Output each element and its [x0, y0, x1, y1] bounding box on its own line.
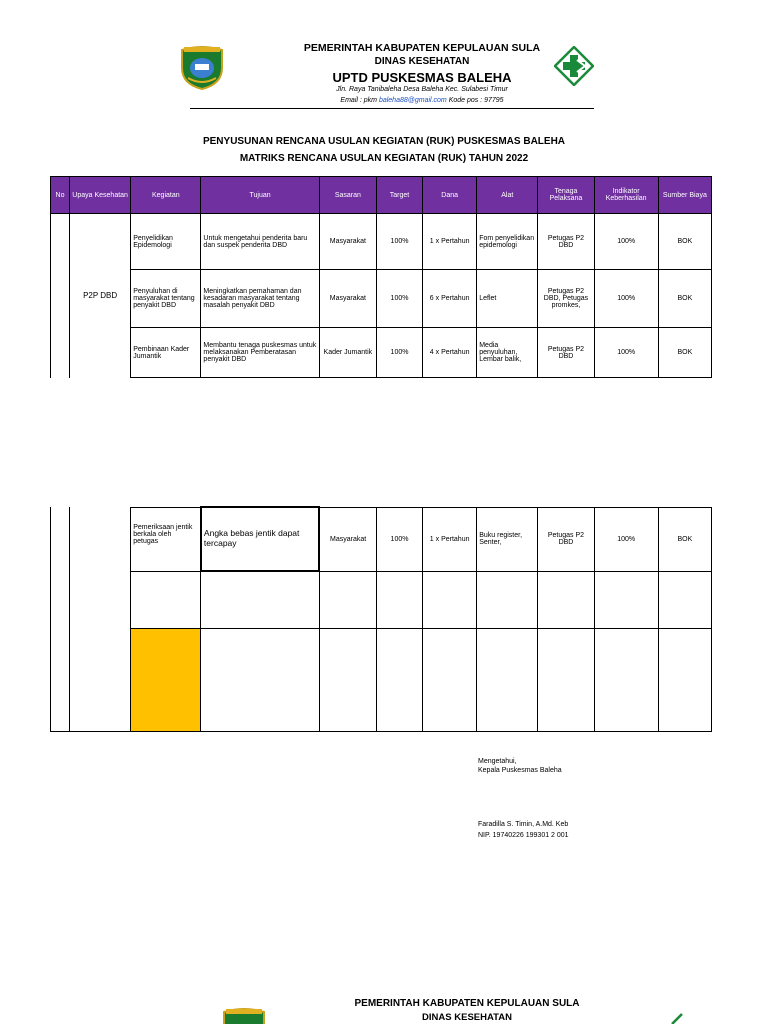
header-no: No — [51, 177, 70, 214]
table-row — [51, 507, 712, 571]
target-cell: 100% — [376, 328, 422, 378]
dana-cell: 1 x Pertahun — [423, 214, 477, 270]
sumber-cell: BOK — [658, 507, 711, 571]
tujuan-cell: Angka bebas jentik dapat tercapay — [201, 507, 319, 571]
empty-cell — [376, 571, 422, 628]
header-indikator: Indikator Keberhasilan — [594, 177, 658, 214]
document-subtitle: MATRIKS RENCANA USULAN KEGIATAN (RUK) TAHUN 2022 — [239, 153, 529, 164]
table-row — [51, 214, 712, 270]
ruk-matrix-table — [50, 176, 712, 378]
alat-cell: Media penyuluhan, Lembar balik, — [477, 328, 538, 378]
kegiatan-cell: Penyelidikan Epidemologi — [131, 214, 201, 270]
ruk-matrix-table-continued — [50, 506, 712, 732]
tenaga-cell: Petugas P2 DBD — [538, 507, 594, 571]
header-sumber: Sumber Biaya — [658, 177, 711, 214]
signature-name: Faradilla S. Timin, A.Md. Keb — [478, 821, 569, 828]
empty-cell — [658, 571, 711, 628]
header-upaya: Upaya Kesehatan — [70, 177, 131, 214]
empty-cell — [477, 571, 538, 628]
letterhead-address: Jln. Raya Tanibaleha Desa Baleha Kec. Sulabesi Timur — [336, 86, 508, 93]
tenaga-cell: Petugas P2 DBD, Petugas promkes, — [538, 270, 594, 328]
tujuan-cell: Membantu tenaga puskesmas untuk melaksanakan Pemberatasan penyakit DBD — [201, 328, 319, 378]
empty-cell — [423, 571, 477, 628]
kegiatan-cell: Penyuluhan di masyarakat tentang penyakit DBD — [131, 270, 201, 328]
target-cell: 100% — [376, 270, 422, 328]
empty-cell — [376, 628, 422, 731]
letterhead-department: DINAS KESEHATAN — [374, 56, 470, 67]
puskesmas-logo — [668, 1010, 688, 1024]
signature-acknowledge: Mengetahui, — [478, 758, 517, 765]
kegiatan-cell: Pemeriksaan jentik berkala oleh petugas — [131, 507, 201, 571]
header-alat: Alat — [477, 177, 538, 214]
letterhead-unit: UPTD PUSKESMAS BALEHA — [332, 70, 512, 85]
empty-cell — [594, 571, 658, 628]
tenaga-cell: Petugas P2 DBD — [538, 328, 594, 378]
sasaran-cell: Kader Jumantik — [319, 328, 376, 378]
next-page-government: PEMERINTAH KABUPATEN KEPULAUAN SULA — [354, 998, 580, 1009]
empty-cell — [319, 571, 376, 628]
table-header-row — [51, 177, 712, 214]
header-target: Target — [376, 177, 422, 214]
sumber-cell: BOK — [658, 328, 711, 378]
postal-code: Kode pos : 97795 — [446, 97, 504, 104]
dana-cell: 4 x Pertahun — [423, 328, 477, 378]
next-page-department: DINAS KESEHATAN — [422, 1012, 512, 1023]
empty-cell — [201, 628, 319, 731]
indikator-cell: 100% — [594, 270, 658, 328]
empty-cell — [131, 571, 201, 628]
kegiatan-cell: Pembinaan Kader Jumantik — [131, 328, 201, 378]
sumber-cell: BOK — [658, 214, 711, 270]
header-tenaga: Tenaga Pelaksana — [538, 177, 594, 214]
header-dana: Dana — [423, 177, 477, 214]
empty-cell — [319, 628, 376, 731]
header-kegiatan: Kegiatan — [131, 177, 201, 214]
header-sasaran: Sasaran — [319, 177, 376, 214]
alat-cell: Buku register, Senter, — [477, 507, 538, 571]
email-prefix: Email : pkm — [340, 97, 379, 104]
empty-cell — [477, 628, 538, 731]
sasaran-cell: Masyarakat — [319, 214, 376, 270]
no-cell — [51, 214, 70, 378]
upaya-cell: P2P DBD — [70, 214, 131, 378]
email-link[interactable]: baleha88@gmail.com — [378, 97, 447, 104]
alat-cell: Leflet — [477, 270, 538, 328]
header-tujuan: Tujuan — [201, 177, 319, 214]
no-cell — [51, 507, 70, 731]
alat-cell: Fom penyelidikan epidemologi — [477, 214, 538, 270]
dana-cell: 1 x Pertahun — [423, 507, 477, 571]
empty-cell — [594, 628, 658, 731]
empty-cell — [423, 628, 477, 731]
tenaga-cell: Petugas P2 DBD — [538, 214, 594, 270]
target-cell: 100% — [376, 214, 422, 270]
tujuan-cell: Untuk mengetahui penderita baru dan suspek penderita DBD — [201, 214, 319, 270]
empty-cell — [538, 571, 594, 628]
table-row-empty — [51, 628, 712, 731]
highlighted-cell — [131, 628, 201, 731]
empty-cell — [658, 628, 711, 731]
indikator-cell: 100% — [594, 328, 658, 378]
indikator-cell: 100% — [594, 214, 658, 270]
sasaran-cell: Masyarakat — [319, 507, 376, 571]
sumber-cell: BOK — [658, 270, 711, 328]
sasaran-cell: Masyarakat — [319, 270, 376, 328]
signature-position: Kepala Puskesmas Baleha — [478, 767, 562, 774]
table-row — [51, 328, 712, 378]
indikator-cell: 100% — [594, 507, 658, 571]
table-row — [51, 270, 712, 328]
table-row-empty — [51, 571, 712, 628]
upaya-cell — [70, 507, 131, 731]
empty-cell — [538, 628, 594, 731]
empty-cell — [201, 571, 319, 628]
document-title: PENYUSUNAN RENCANA USULAN KEGIATAN (RUK) PUSKESMAS BALEHA — [202, 136, 566, 147]
dana-cell: 6 x Pertahun — [423, 270, 477, 328]
target-cell: 100% — [376, 507, 422, 571]
tujuan-cell: Meningkatkan pemahaman dan kesadaran masyarakat tentang masalah penyakit DBD — [201, 270, 319, 328]
letterhead-government: PEMERINTAH KABUPATEN KEPULAUAN SULA — [303, 42, 541, 54]
signature-nip: NIP. 19740226 199301 2 001 — [478, 832, 569, 839]
letterhead-contact — [38, 97, 768, 104]
letterhead-divider — [190, 108, 594, 109]
